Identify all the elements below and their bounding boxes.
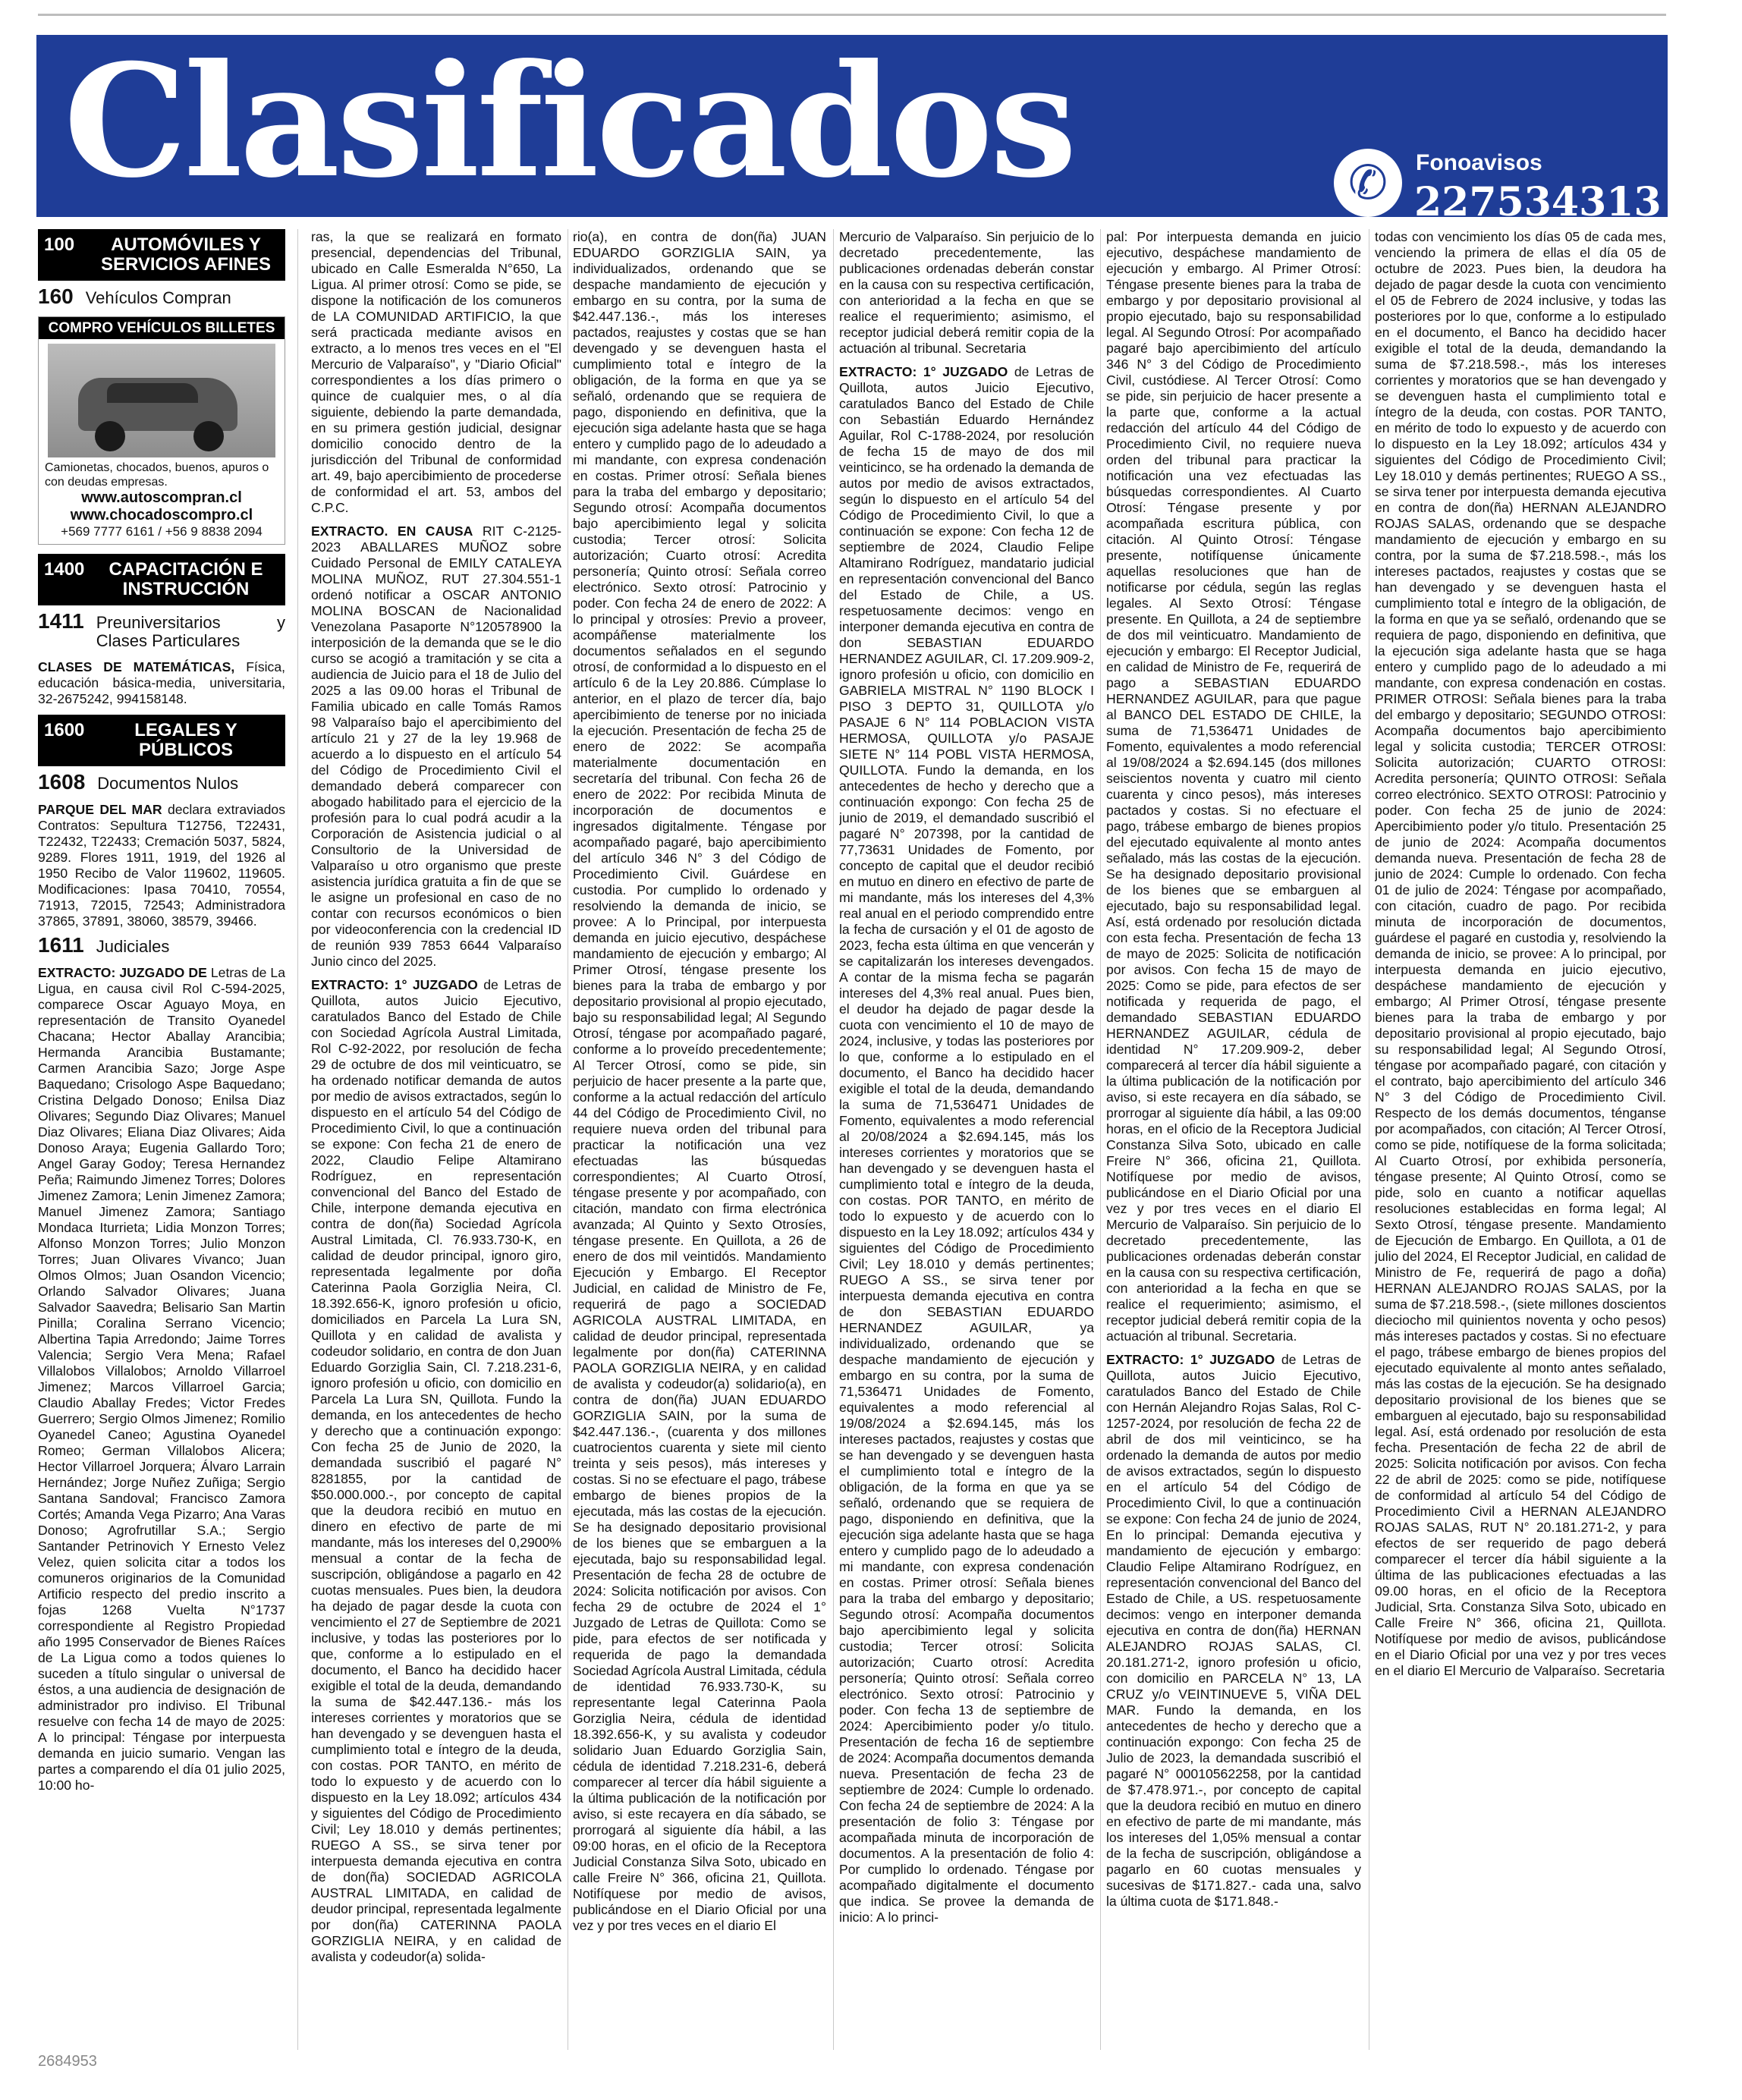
fonoavisos-label: Fonoavisos bbox=[1416, 150, 1542, 175]
section-header-1600 bbox=[38, 715, 285, 766]
notice-continuation: Mercurio de Valparaíso. Sin perjuicio de lo decretado precedentemente, las publicaciones ordenadas deberán constar en la causa con su respectiva certificación, con anterioridad a la fecha en que se realice el requerimiento; asimismo, el receptor judicial deberá remitir copia de la actuación al tribunal. Secretaria bbox=[839, 229, 1094, 356]
notice-quillota-rojas bbox=[1106, 1352, 1361, 1910]
notice-continuation: ras, la que se realizará en formato presencial, dependencias del Tribunal, ubicado en Calle Esmeralda N°650, La Ligua. Al primer otrosí: Como se pide, se dispone la notificación de los comuneros de LA COMUNIDAD ARTIFICIO, la que será practicada mediante avisos en extracto, a lo menos tres veces en el "El Mercurio de Valparaíso", y "Diario Oficial" correspondientes a los días primero o quince de cualquier mes, o al día siguiente, debiendo la parte demandada, en su primera gestión judicial, designar domicilio conocido dentro de la jurisdicción del Tribunal de conformidad art. 49, bajo apercibimiento de procederse de conformidad el art. 53, ambos del C.P.C. bbox=[311, 229, 561, 515]
column-2 bbox=[311, 229, 561, 2050]
column-1 bbox=[38, 229, 285, 2050]
ad-phones: +569 7777 6161 / +56 9 8838 2094 bbox=[61, 524, 263, 539]
notice-lead: PARQUE DEL MAR bbox=[38, 802, 162, 817]
section-number: 1600 bbox=[44, 720, 85, 740]
column-4 bbox=[839, 229, 1094, 2050]
page-title: Clasificados bbox=[64, 35, 1074, 212]
column-6 bbox=[1375, 229, 1666, 2050]
section-number: 100 bbox=[44, 234, 75, 255]
subsection-header-1411 bbox=[38, 609, 285, 650]
notice-continuation: pal: Por interpuesta demanda en juicio ejecutivo, despáchese mandamiento de ejecución y embargo. Al Primer Otrosí: Téngase presente bienes para la traba de embargo y por depositario provisional al propio ejecutado, bajo su responsabilidad legal. Al Segundo Otrosí: Por acompañado pagaré bajo apercibimiento del artículo 346 N° 3 del Código de Procedimiento Civil, custódiese. Al Tercer Otrosí: Como se pide, sin perjuicio de hacer presente a la parte que, conforme a la actual redacción del artículo 44 del Código de Procedimiento Civil, no requiere nueva orden del tribunal para practicar la notificación una vez efectuadas las búsquedas correspondientes. Al Cuarto Otrosí: Téngase presente y por acompañada escritura pública, con citación. Al Quinto Otrosí: Téngase presente, notifíquense únicamente aquellas resoluciones que han de notificarse por cédula, según las reglas legales. Al Sexto Otrosí: Téngase presente. En Quillota, a 24 de septiembre de dos mil veinticuatro. Mandamiento de ejecución y embargo: El Receptor Judicial, en calidad de Ministro de Fe, requerirá de pago a SEBASTIAN EDUARDO HERNANDEZ AGUILAR, para que pague al BANCO DEL ESTADO DE CHILE, la suma de 71,536471 Unidades de Fomento, equivalentes a modo referencial al 19/08/2024 a $2.694.145 (dos millones seiscientos noventa y cuatro mil ciento cuarenta y cinco pesos), más intereses pactados y costas. Si no efectuare el pago, trábese embargo de bienes propios del ejecutado equivalente al monto antes señalado, más las costas de la ejecución. Se ha designado depositario provisional de los bienes que se embarguen al ejecutado, bajo su responsabilidad legal. Así, está ordenado por resolución dictada con esta fecha. Presentación de fecha 13 de mayo de 2025: Solicita de notificación por avisos. Con fecha 15 de mayo de 2025: Como se pide, para efectos de ser notificada y requerida de pago, el demandado SEBASTIAN EDUARDO HERNANDEZ AGUILAR, cédula de identidad N° 17.209.909-2, deber comparecerá al tercer día hábil siguiente a la última publicación de la notificación por aviso, si este recayera en día sábado, se prorrogar al siguiente día hábil, a las 09:00 horas, en el oficio de la Receptora Judicial Constanza Silva Soto, ubicado en calle Freire N° 366, oficina 21, Quillota. Notifíquese por medio de avisos, publicándose en el Diario Oficial por una vez y por tres veces en el diario El Mercurio de Valparaíso. Sin perjuicio de lo decretado precedentemente, las publicaciones ordenadas deberán constar en la causa con su respectiva certificación, con anterioridad a la fecha en que se realice el requerimiento; asimismo, el receptor judicial deberá remitir copia de la actuación al tribunal. Secretaria. bbox=[1106, 229, 1361, 1344]
subsection-number: 1608 bbox=[38, 770, 86, 794]
compro-vehiculos-ad bbox=[38, 316, 285, 545]
notice-lead: EXTRACTO: 1° JUZGADO bbox=[839, 364, 1008, 379]
ad-text: Camionetas, chocados, buenos, apuros o con deudas empresas. bbox=[45, 461, 269, 489]
subsection-number: 160 bbox=[38, 285, 74, 308]
section-number: 1400 bbox=[44, 559, 85, 580]
fonoavisos-number[interactable]: 227534313 bbox=[1414, 179, 1662, 217]
phone-icon: ✆ bbox=[1334, 149, 1402, 217]
section-header-1400 bbox=[38, 554, 285, 605]
notice-continuation: rio(a), en contra de don(ña) JUAN EDUARDO GORZIGLIA SAIN, ya individualizados, ordenando que se despache mandamiento de ejecución y embargo en su contra, por la suma de $42.447.136.-, más los intereses pactados, reajustes y costas que se han devengado y se devenguen hasta el cumplimiento total e íntegro de la obligación, de la forma en que ya se señaló, ordenando que se requiera de pago, disponiendo en definitiva, que la ejecución siga adelante hasta que se haga entero y cumplido pago de lo adeudado a mi mandante, con expresa condenación en costas. Primer otrosí: Señala bienes para la traba del embargo y depositario; Segundo otrosí: Acompaña documentos bajo apercibimiento legal y solicita custodia; Tercer otrosí: Solicita autorización; Cuarto otrosí: Acredita personería; Quinto otrosí: Señala correo electrónico. Sexto otrosí: Patrocinio y poder. Con fecha 24 de enero de 2022: A lo principal y otrosíes: Previo a proveer, acompáñense materialmente los documentos señalados en el segundo otrosí, de conformidad a lo dispuesto en el artículo 6 de la Ley 20.886. Cúmplase lo anterior, en el plazo de tercer día, bajo apercibimiento de tenerse por no iniciada la ejecución. Presentación de fecha 25 de enero de 2022: Se acompaña materialmente documentación en secretaría del tribunal. Con fecha 26 de enero de 2022: Por recibida Minuta de incorporación de documentos e ingresados digitalmente. Téngase por acompañado pagaré, bajo apercibimiento del artículo 346 N° 3 del Código de Procedimiento Civil. Guárdese en custodia. Por cumplido lo ordenado y resolviendo la demanda de inicio, se provee: A lo Principal, por interpuesta demanda en juicio ejecutivo, despáchese mandamiento de ejecución y embargo; Al Primer Otrosí, téngase presente los bienes para la traba de embargo y por depositario provisional al propio ejecutado, bajo su responsabilidad legal; Al Segundo Otrosí, téngase por acompañado pagaré, conforme a lo proveído precedentemente; Al Tercer Otrosí, como se pide, sin perjuicio de hacer presente a la parte que, conforme a la actual redacción del artículo 44 del Código de Procedimiento Civil, no requiere nueva orden del tribunal para practicar la notificación una vez efectuadas las búsquedas correspondientes; Al Cuarto Otrosí, téngase presente y por acompañado, con citación, mandato con firma electrónica avanzada; Al Quinto y Sexto Otrosíes, téngase presente. En Quillota, a 26 de enero de dos mil veintidós. Mandamiento Ejecución y Embargo. El Receptor Judicial, en calidad de Ministro de Fe, requerirá de pago a SOCIEDAD AGRICOLA AUSTRAL LIMITADA, en calidad de deudor principal, representada legalmente por don(ña) CATERINNA PAOLA GORZIGLIA NEIRA, y en calidad de avalista y codeudor(a) solidario(a), en contra de don(ña) JUAN EDUARDO GORZIGLIA SAIN, por la suma de $42.447.136.-, (cuarenta y dos millones cuatrocientos cuarenta y siete mil ciento treinta y seis pesos), más intereses y costas. Si no se efectuare el pago, trábese embargo de bienes propios de la ejecutada, más las costas de la ejecución. Se ha designado depositario provisional de los bienes que se embarguen a la ejecutada, bajo su responsabilidad legal. Presentación de fecha 28 de octubre de 2024: Solicita notificación por avisos. Con fecha 29 de octubre de 2024 el 1° Juzgado de Letras de Quillota: Como se pide, para efectos de ser notificada y requerida de pago la demandada Sociedad Agrícola Austral Limitada, cédula de identidad 76.933.730-K, su representante legal Caterinna Paola Gorziglia Neira, cédula de identidad 18.392.656-K, y su avalista y codeudor solidario Juan Eduardo Gorziglia Sain, cédula de identidad 7.218.231-6, deberá comparecer al tercer día hábil siguiente a la última publicación de la notificación por aviso, si este recayera en día sábado, se prorrogará al siguiente día hábil, a las 09:00 horas, en el oficio de la Receptora Judicial Constanza Silva Soto, ubicado en calle Freire N° 366, oficina 21, Quillota. Notifíquese por medio de avisos, publicándose en el Diario Oficial por una vez y por tres veces en el diario El bbox=[573, 229, 826, 1933]
notice-continuation: todas con vencimiento los días 05 de cada mes, venciendo la primera de ellas el día 05 de octubre de 2023. Pues bien, la deudora ha dejado de pagar desde la cuota con vencimiento el 05 de Febrero de 2024 inclusive, y todas las posteriores por lo que, conforme a lo estipulado en el documento, el Banco ha decidido hacer exigible el total de la deuda, demandando la suma de $7.218.598.-, más los intereses corrientes y moratorios que se han devengado y se devenguen hasta el cumplimiento total e íntegro de la deuda, con costas. POR TANTO, en mérito de todo lo expuesto y de acuerdo con lo dispuesto en la Ley 18.092; artículos 434 y siguientes del Código de Procedimiento Civil; Ley 18.010 y demás pertinentes; RUEGO A SS., se sirva tener por interpuesta demanda ejecutiva en contra de don(ña) HERNAN ALEJANDRO ROJAS SALAS, ordenando que se despache mandamiento de ejecución y embargo en su contra, por la suma de $7.218.598.-, más los intereses pactados, reajustes y costas que se han devengado y se devenguen hasta el cumplimiento total e íntegro de la obligación, de la forma en que ya se señaló, ordenando que se requiera de pago, disponiendo en definitiva, que la ejecución siga adelante hasta que se haga entero y cumplido pago de lo adeudado a mi mandante, con expresa condenación en costas. PRIMER OTROSI: Señala bienes para la traba del embargo y depositario; SEGUNDO OTROSI: Acompaña documentos bajo apercibimiento legal y solicita custodia; TERCER OTROSI: Solicita autorización; CUARTO OTROSI: Acredita personería; QUINTO OTROSI: Señala correo electrónico. SEXTO OTROSI: Patrocinio y poder. Con fecha 25 de junio de 2024: Apercibimiento poder y/o titulo. Presentación 25 de junio de 2024: Acompaña documentos demanda nueva. Presentación de fecha 28 de junio de 2024: Cumple lo ordenado. Con fecha 01 de julio de 2024: Téngase por acompañado, con citación, cuadro de pago. Por recibida minuta de incorporación de documentos, guárdese el pagaré en custodia y, resolviendo la demanda de inicio, se provee: A lo principal, por interpuesta demanda en juicio ejecutivo, despáchese mandamiento de ejecución y embargo; Al Primer Otrosí, téngase presente bienes para la traba de embargo y por depositario provisional al propio ejecutado, bajo su responsabilidad legal; Al Segundo Otrosí, téngase por acompañado pagaré, con citación y el contrato, bajo apercibimiento del artículo 346 N° 3 del Código de Procedimiento Civil. Respecto de los demás documentos, ténganse por acompañados, con citación; Al Tercer Otrosí, como se pide, notifíquese de la forma solicitada; Al Cuarto Otrosí, por exhibida personería, téngase presente; Al Quinto Otrosí, como se pide, solo en cuanto a notificar aquellas resoluciones establecidas en forma legal; Al Sexto Otrosí, téngase presente. Mandamiento de Ejecución de Embargo. En Quillota, a 01 de julio del 2024, El Receptor Judicial, en calidad de Ministro de Fe, requerirá de pago a doña) HERNAN ALEJANDRO ROJAS SALAS, por la suma de $7.218.598.-, (siete millones doscientos dieciocho mil quinientos noventa y ocho pesos) más intereses pactados y costas. Si no efectuare el pago, trábese embargo de bienes propios del ejecutado equivalente al monto antes señalado, más las costas de la ejecución. Se ha designado depositario provisional de los bienes que se embarguen al ejecutado, bajo su responsabilidad legal. Así, está ordenado por resolución de esta fecha. Presentación de fecha 22 de abril de 2025: Solicita notificación por avisos. Con fecha 22 de abril de 2025: como se pide, notifíquese de conformidad al artículo 54 del Código de Procedimiento Civil a HERNAN ALEJANDRO ROJAS SALAS, RUT N° 20.181.271-2, y para efectos de ser requerido de pago deberá comparecer el tercer día hábil siguiente a la última de las publicaciones efectuadas a las 09.00 horas, en el oficio de la Receptora Judicial, Srta. Constanza Silva Soto, ubicado en Calle Freire N° 366, oficina 21, Quillota. Notifíquese por medio de avisos, publicándose en el Diario Oficial por una vez y por tres veces en el diario El Mercurio de Valparaíso. Secretaria bbox=[1375, 229, 1666, 1678]
ad-url-2[interactable]: www.chocadoscompro.cl bbox=[70, 507, 253, 523]
car-photo bbox=[48, 344, 275, 457]
subsection-header-160 bbox=[38, 285, 285, 308]
notice-body: de Letras de Quillota, autos Juicio Ejecutivo, caratulados Banco del Estado de Chile con Hernán Alejandro Rojas Salas, Rol C-1257-2024, por resolución de fecha 22 de abril de dos mil veinticinco, se ha ordenado la demanda de autos por medio de avisos extractados, según lo dispuesto en el artículo 54 del Código de Procedimiento Civil, lo que a continuación se expone: Con fecha 24 de junio de 2024, En lo principal: Demanda ejecutiva y mandamiento de ejecución y embargo: Claudio Felipe Altamirano Rodríguez, en representación convencional del Banco del Estado de Chile, a US. respetuosamente decimos: vengo en interponer demanda ejecutiva en contra de don(ña) HERNAN ALEJANDRO ROJAS SALAS, Cl. 20.181.271-2, ignoro profesión u oficio, con domicilio en PARCELA N° 13, LA CRUZ y/o VEINTINUEVE 5, VIÑA DEL MAR. Fundo la demanda, en los antecedentes de hecho y derecho que a continuación expongo: Con fecha 25 de Julio de 2023, la demandada suscribió el pagaré N° 00010562258, por la cantidad de $7.478.971.-, por concepto de capital que la deudora recibió en mutuo en dinero en efectivo de parte de mi mandante, más los intereses del 1,05% mensual a contar de la fecha de suscripción, obligándose a pagarlo en 60 cuotas mensuales y sucesivas de $171.827.- cada una, salvo la última cuota de $171.848.- bbox=[1106, 1352, 1361, 1909]
section-label: LEGALES Y PÚBLICOS bbox=[134, 720, 237, 760]
subsection-number: 1611 bbox=[38, 933, 84, 957]
notice-lead: EXTRACTO: JUZGADO DE bbox=[38, 965, 207, 980]
ad-url-1[interactable]: www.autoscompran.cl bbox=[81, 489, 242, 506]
subsection-label: Vehículos Compran bbox=[85, 288, 231, 307]
section-label: AUTOMÓVILES Y SERVICIOS AFINES bbox=[100, 234, 272, 275]
section-label: CAPACITACIÓN E INSTRUCCIÓN bbox=[108, 559, 263, 599]
column-3 bbox=[573, 229, 826, 2050]
notice-lead: CLASES DE MATEMÁTICAS, bbox=[38, 659, 235, 674]
notice-la-ligua bbox=[38, 965, 285, 1793]
notice-body: de Letras de Quillota, autos Juicio Ejecutivo, caratulados Banco del Estado de Chile con Sebastián Eduardo Hernández Aguilar, Rol C-1788-2024, por resolución de fecha 15 de mayo de dos mil veinticinco, se ha ordenado la demanda de autos por medio de avisos extractados, según lo dispuesto en el artículo 54 del Código de Procedimiento Civil, lo que a continuación se expone: Con fecha 12 de septiembre de 2024, Claudio Felipe Altamirano Rodríguez, mandatario judicial en representación convencional del Banco del Estado de Chile, a US. respetuosamente decimos: vengo en interponer demanda ejecutiva en contra de don SEBASTIAN EDUARDO HERNANDEZ AGUILAR, Cl. 17.209.909-2, ignoro profesión u oficio, con domicilio en GABRIELA MISTRAL N° 1190 BLOCK I PISO 3 DEPTO 31, QUILLOTA y/o PASAJE 6 N° 114 POBLACION VISTA HERMOSA, QUILLOTA y/o PASAJE SIETE N° 114 POBL VISTA HERMOSA, QUILLOTA. Fundo la demanda, en los antecedentes de hecho y derecho que a continuación expongo: Con fecha 25 de junio de 2019, el demandado suscribió el pagaré N° 207398, por la cantidad de 77,73631 Unidades de Fomento, por concepto de capital que el deudor recibió en mutuo en dinero en efectivo de parte de mi mandante, más los intereses del 4,3% real anual en el periodo comprendido entre la fecha de cursación y el 01 de agosto de 2023, fecha esta última en que vencerán y se capitalizarán los intereses devengados. A contar de la misma fecha se pagarán intereses del 4,3% real anual. Pues bien, el deudor ha dejado de pagar desde la cuota con vencimiento el 10 de mayo de 2024, inclusive, y todas las posteriores por lo que, conforme a lo estipulado en el documento, el Banco ha decidido hacer exigible el total de la deuda, demandando la suma de 71,536471 Unidades de Fomento, equivalentes a modo referencial al 20/08/2024 a $2.694.145, más los intereses corrientes y moratorios que se han devengado y se devenguen hasta el cumplimiento total e íntegro de la deuda, con costas. POR TANTO, en mérito de todo lo expuesto y de acuerdo con lo dispuesto en la Ley 18.092; artículos 434 y siguientes del Código de Procedimiento Civil; Ley 18.010 y demás pertinentes; RUEGO A SS., se sirva tener por interpuesta demanda ejecutiva en contra de don SEBASTIAN EDUARDO HERNANDEZ AGUILAR, ya individualizado, ordenando que se despache mandamiento de ejecución y embargo en su contra, por la suma de 71,536471 Unidades de Fomento, equivalentes a modo referencial al 19/08/2024 a $2.694.145, más los intereses pactados, reajustes y costas que se han devengado y se devenguen hasta el cumplimiento total e íntegro de la obligación, de la forma en que ya se señaló, ordenando que se requiera de pago, disponiendo en definitiva, que la ejecución siga adelante hasta que se haga entero y cumplido pago de lo adeudado a mi mandante, con expresa condenación en costas. Primer otrosí: Señala bienes para la traba del embargo y depositario; Segundo otrosí: Acompaña documentos bajo apercibimiento legal y solicita custodia; Tercer otrosí: Solicita autorización; Cuarto otrosí: Acredita personería; Quinto otrosí: Señala correo electrónico. Sexto otrosí: Patrocinio y poder. Con fecha 13 de septiembre de 2024: Apercibimiento poder y/o titulo. Presentación de fecha 16 de septiembre de 2024: Acompaña documentos demanda nueva. Presentación de fecha 23 de septiembre de 2024: Cumple lo ordenado. Con fecha 24 de septiembre de 2024: A la presentación de folio 3: Téngase por acompañada minuta de incorporación de documentos. A la presentación de folio 4: Por cumplido lo ordenado. Téngase por acompañado digitalmente el documento que indica. Se provee la demanda de inicio: A lo princi- bbox=[839, 364, 1094, 1925]
notice-body: Letras de La Ligua, en causa civil Rol C-594-2025, comparece Oscar Aguayo Moya, en representación de Transito Oyanedel Chacana; Hector Aballay Arancibia; Hermanda Arancibia Bustamante; Carmen Arancibia Sazo; Jorge Aspe Baquedano; Crisologo Aspe Baquedano; Cristina Delgado Donoso; Enilsa Diaz Olivares; Segundo Diaz Olivares; Manuel Diaz Olivares; Eliana Diaz Olivares; Aida Donoso Araya; Eugenia Gallardo Toro; Angel Garay Godoy; Teresa Hernandez Peña; Raimundo Jimenez Torres; Dolores Jimenez Zamora; Lenin Jimenez Zamora; Manuel Jimenez Zamora; Santiago Mondaca Iturrieta; Lidia Monzon Torres; Alfonso Monzon Torres; Julio Monzon Torres; Juan Olivares Vivanco; Juan Olmos Olmos; Juan Osandon Vicencio; Orlando Salvador Olivares; Juana Salvador Saavedra; Belisario San Martin Pinilla; Coralina Serrano Vicencio; Albertina Tapia Arredondo; Jaime Torres Valencia; Sergio Vera Mena; Rafael Villalobos Villalobos; Arnoldo Villarroel Jimenez; Marcos Villarroel Garcia; Claudio Aballay Fredes; Victor Fredes Guerrero; Sergio Olmos Jimenez; Romilio Oyanedel Caneo; Agustina Oyanedel Romeo; German Villalobos Alicera; Hector Villarroel Jorquera; Álvaro Larrain Hernández; Jorge Nuñez Zuñiga; Sergio Santana Sandoval; Francisco Zamora Cortés; Amanda Vega Pizarro; Ana Varas Donoso; Agrofrutillar S.A.; Sergio Santander Petrinovich Y Ernesto Velez Velez, quien solicita citar a todos los comuneros originarios de la Comunidad Artificio respecto del predio inscrito a fojas 1268 Vuelta N°1737 correspondiente al Registro Propiedad año 1995 Conservador de Bienes Raíces de La Ligua como a todos quienes lo suceden a título singular o universal de éstos, a una audiencia de designación de administrador pro indiviso. El Tribunal resuelve con fecha 14 de mayo de 2025: A lo principal: Téngase por interpuesta demanda en juicio sumario. Vengan las partes a comparendo el día 01 julio 2025, 10:00 ho- bbox=[38, 965, 285, 1793]
subsection-label: Documentos Nulos bbox=[97, 774, 239, 793]
top-rule bbox=[38, 14, 1666, 16]
subsection-label: Preuniversitarios y Clases Particulares bbox=[96, 613, 285, 650]
page-id: 2684953 bbox=[38, 2053, 97, 2070]
notice-quillota-hernandez bbox=[839, 364, 1094, 1926]
notice-body: RIT C-2125-2023 ABALLARES MUÑOZ sobre Cuidado Personal de EMILY CATALEYA MOLINA MUÑOZ, RUT 27.304.551-1 ordenó notificar a OSCAR ANTONIO MOLINA BOSCAN de Nacionalidad Venezolana Pasaporte N°120578900 la interposición de la demanda que se le dio curso se acogió a tramitación y se cita a audiencia de Juicio para el 18 de Julio del 2025 a las 09.00 horas el Tribunal de Familia ubicado en calle Tomás Ramos 98 Valparaíso bajo el apercibimiento del artículo 21 y 27 de la ley 19.968 de acuerdo a lo dispuesto en el artículo 54 del Código de Procedimiento Civil el demandado deberá comparecer con abogado habilitado para el ejercicio de la profesión para lo cual podrá acudir a la Corporación de Asistencia judicial o al Consultorio de la Universidad de Valparaíso u otro organismo que preste asistencia jurídica gratuita a fin de que se le asigne un profesional en caso de no contar con recursos económicos o bien por videoconferencia con la credencial ID de reunión 939 7853 6644 Valparaíso Junio cinco del 2025. bbox=[311, 523, 561, 969]
notice-lead: EXTRACTO: 1° JUZGADO bbox=[1106, 1352, 1275, 1367]
ad-title: COMPRO VEHÍCULOS BILLETES bbox=[39, 317, 285, 339]
notice-lead: EXTRACTO. EN CAUSA bbox=[311, 523, 473, 539]
column-divider bbox=[297, 229, 298, 2050]
notice-body: de Letras de Quillota, autos Juicio Ejecutivo, caratulados Banco del Estado de Chile con Sociedad Agrícola Austral Limitada, Rol C-92-2022, por resolución de fecha 29 de octubre de dos mil veinticuatro, se ha ordenado notificar demanda de autos por medio de avisos extractados, según lo dispuesto en el artículo 54 del Código de Procedimiento Civil, lo que a continuación se expone: Con fecha 21 de enero de 2022, Claudio Felipe Altamirano Rodríguez, en representación convencional del Banco del Estado de Chile, interpone demanda ejecutiva en contra de don(ña) Sociedad Agrícola Austral Limitada, Cl. 76.933.730-K, en calidad de deudor principal, ignoro giro, representada legalmente por doña Caterinna Paola Gorziglia Neira, Cl. 18.392.656-K, ignoro profesión u oficio, domiciliados en Parcela La Lura SN, Quillota y en calidad de avalista y codeudor solidario, en contra de don Juan Eduardo Gorziglia Sain, Cl. 7.218.231-6, ignoro profesión u oficio, con domicilio en Parcela La Lura SN, Quillota. Fundo la demanda, en los antecedentes de hecho y derecho que a continuación expongo: Con fecha 25 de Junio de 2020, la demandada suscribió el pagaré N° 8281855, por la cantidad de $50.000.000.-, por concepto de capital que la deudora recibió en mutuo en dinero en efectivo de parte de mi mandante, más los intereses del 0,2900% mensual a contar de la fecha de suscripción, obligándose a pagarlo en 42 cuotas mensuales. Pues bien, la deudora ha dejado de pagar desde la cuota con vencimiento el 27 de Septiembre de 2021 inclusive, y todas las posteriores por lo que, conforme a lo estipulado en el documento, el Banco ha decidido hacer exigible el total de la deuda, demandando la suma de $42.447.136.- más los intereses corrientes y moratorios que se han devengado y se devenguen hasta el cumplimiento total e íntegro de la deuda, con costas. POR TANTO, en mérito de todo lo expuesto y de acuerdo con lo dispuesto en la Ley 18.092; artículos 434 y siguientes del Código de Procedimiento Civil; Ley 18.010 y demás pertinentes; RUEGO A SS., se sirva tener por interpuesta demanda ejecutiva en contra de don(ña) SOCIEDAD AGRICOLA AUSTRAL LIMITADA, en calidad de deudor principal, representada legalmente por don(ña) CATERINNA PAOLA GORZIGLIA NEIRA, y en calidad de avalista y codeudor(a) solida- bbox=[311, 977, 561, 1964]
notice-quillota-sociedad-agricola bbox=[311, 977, 561, 1965]
notice-clases bbox=[38, 659, 285, 707]
column-divider bbox=[833, 229, 834, 2050]
notice-parque-del-mar bbox=[38, 802, 285, 929]
notice-body: declara extraviados Contratos: Sepultura T12756, T22431, T22432, T22433; Cremación 5037, 5824, 9289. Flores 1911, 1919, del 1926 al 1950 Recibo de Valor 119602, 119605. Modificaciones: Ipasa 70410, 70554, 71913, 72015, 72543; Administradora 37865, 37891, 38060, 38579, 39466. bbox=[38, 802, 285, 929]
notice-body: Física, educación básica-media, universitaria, 32-2675242, 994158148. bbox=[38, 659, 285, 706]
notice-lead: EXTRACTO: 1° JUZGADO bbox=[311, 977, 478, 992]
column-5 bbox=[1106, 229, 1361, 2050]
subsection-number: 1411 bbox=[38, 609, 84, 633]
subsection-label: Judiciales bbox=[96, 937, 170, 956]
subsection-header-1608 bbox=[38, 770, 285, 794]
section-header-100 bbox=[38, 229, 285, 281]
subsection-header-1611 bbox=[38, 933, 285, 957]
notice-causa-valparaiso bbox=[311, 523, 561, 970]
column-divider bbox=[1100, 229, 1101, 2050]
clasificados-banner bbox=[36, 35, 1668, 217]
